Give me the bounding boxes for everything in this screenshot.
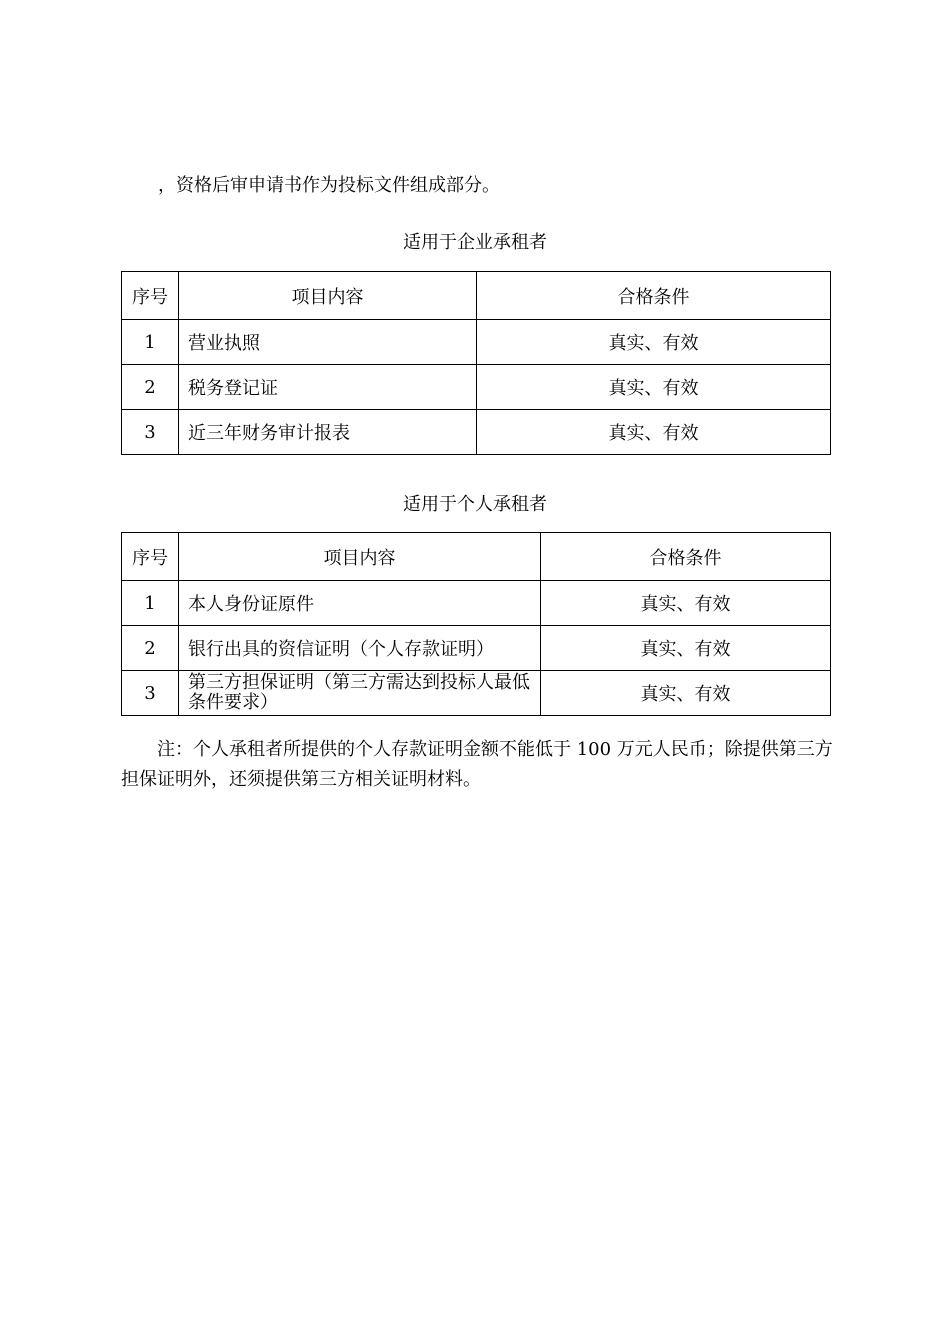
table-row <box>122 581 831 626</box>
row-no: 3 <box>122 671 179 716</box>
table-row <box>122 410 831 455</box>
row-no: 3 <box>122 410 179 455</box>
row-no: 2 <box>122 626 179 671</box>
header-no: 序号 <box>122 533 179 581</box>
row-condition: 真实、有效 <box>541 581 831 626</box>
header-item: 项目内容 <box>179 533 541 581</box>
row-no: 1 <box>122 320 179 365</box>
header-item: 项目内容 <box>179 272 477 320</box>
header-condition: 合格条件 <box>477 272 831 320</box>
row-no: 2 <box>122 365 179 410</box>
row-condition: 真实、有效 <box>477 320 831 365</box>
row-condition: 真实、有效 <box>541 626 831 671</box>
row-item: 第三方担保证明（第三方需达到投标人最低条件要求） <box>179 671 541 716</box>
row-item: 税务登记证 <box>179 365 477 410</box>
header-condition: 合格条件 <box>541 533 831 581</box>
row-item: 银行出具的资信证明（个人存款证明） <box>179 626 541 671</box>
row-condition: 真实、有效 <box>541 671 831 716</box>
row-no: 1 <box>122 581 179 626</box>
enterprise-requirements-table <box>121 271 831 455</box>
table-row <box>122 671 831 716</box>
table-header-row <box>122 533 831 581</box>
row-condition: 真实、有效 <box>477 410 831 455</box>
row-item: 本人身份证原件 <box>179 581 541 626</box>
table-row <box>122 320 831 365</box>
header-no: 序号 <box>122 272 179 320</box>
table-header-row <box>122 272 831 320</box>
table-row <box>122 365 831 410</box>
enterprise-table-caption: 适用于企业承租者 <box>403 232 547 253</box>
row-item: 近三年财务审计报表 <box>179 410 477 455</box>
table-row <box>122 626 831 671</box>
row-item: 营业执照 <box>179 320 477 365</box>
row-condition: 真实、有效 <box>477 365 831 410</box>
note-paragraph: 注：个人承租者所提供的个人存款证明金额不能低于 100 万元人民币；除提供第三方担保证明外，还须提供第三方相关证明材料。 <box>121 739 833 790</box>
individual-table-caption: 适用于个人承租者 <box>403 494 547 515</box>
individual-requirements-table <box>121 532 831 716</box>
intro-paragraph: ，资格后审申请书作为投标文件组成部分。 <box>158 175 500 196</box>
